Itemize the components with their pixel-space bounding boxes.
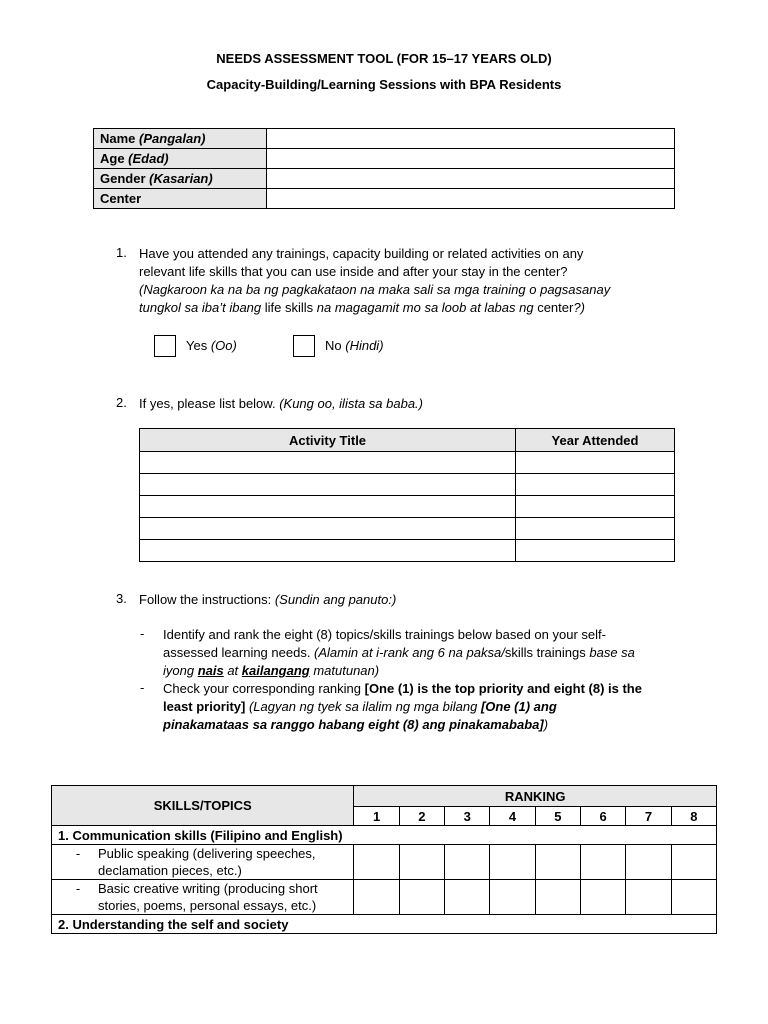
form-subtitle: Capacity-Building/Learning Sessions with BPA Residents <box>206 77 562 92</box>
bullet-dash: - <box>140 680 145 695</box>
year-attended-cell[interactable] <box>516 518 675 540</box>
age-field[interactable] <box>267 149 675 169</box>
name-label: Name (Pangalan) <box>94 129 267 149</box>
rank-number: 6 <box>580 807 625 826</box>
activity-title-cell[interactable] <box>140 540 516 562</box>
table-row <box>52 845 717 880</box>
yes-label: Yes (Oo) <box>186 338 237 353</box>
table-row <box>94 129 675 149</box>
table-row <box>140 496 675 518</box>
rank-cell[interactable] <box>354 880 399 915</box>
table-row <box>140 474 675 496</box>
rank-number: 4 <box>490 807 535 826</box>
activity-table <box>139 428 675 562</box>
year-attended-cell[interactable] <box>516 496 675 518</box>
rank-cell[interactable] <box>626 880 671 915</box>
table-row <box>94 189 675 209</box>
no-label: No (Hindi) <box>325 338 384 353</box>
skills-topics-header: SKILLS/TOPICS <box>52 786 354 826</box>
question-1-line: relevant life skills that you can use inside and after your stay in the center? <box>139 264 568 279</box>
question-2-number: 2. <box>116 395 127 410</box>
instruction-line: assessed learning needs. (Alamin at i-rank ang 6 na paksa/skills trainings base sa <box>163 645 635 660</box>
rank-cell[interactable] <box>399 880 444 915</box>
rank-cell[interactable] <box>445 845 490 880</box>
activity-title-cell[interactable] <box>140 496 516 518</box>
rank-cell[interactable] <box>445 880 490 915</box>
bullet-dash: - <box>75 881 81 896</box>
question-1-tagalog: (Nagkaroon ka na ba ng pagkakataon na maka sali sa mga training o pagsasanay <box>139 282 611 297</box>
instruction-2 <box>163 680 674 734</box>
rank-number: 5 <box>535 807 580 826</box>
rank-number: 2 <box>399 807 444 826</box>
bullet-dash: - <box>75 846 81 861</box>
rank-number: 7 <box>626 807 671 826</box>
year-attended-cell[interactable] <box>516 452 675 474</box>
activity-title-header: Activity Title <box>140 429 516 452</box>
question-3-number: 3. <box>116 591 127 606</box>
instruction-line: Identify and rank the eight (8) topics/skills trainings below based on your self- <box>163 627 606 642</box>
rank-cell[interactable] <box>490 880 535 915</box>
question-1-line: Have you attended any trainings, capacity building or related activities on any <box>139 246 584 261</box>
age-label: Age (Edad) <box>94 149 267 169</box>
year-attended-header: Year Attended <box>516 429 675 452</box>
rank-cell[interactable] <box>354 845 399 880</box>
year-attended-cell[interactable] <box>516 474 675 496</box>
no-checkbox[interactable] <box>293 335 315 357</box>
table-row <box>94 149 675 169</box>
question-1-text <box>139 245 699 317</box>
instruction-line: iyong nais at kailangang matutunan) <box>163 663 380 678</box>
activity-title-cell[interactable] <box>140 452 516 474</box>
name-field[interactable] <box>267 129 675 149</box>
instruction-line: pinakamataas sa ranggo habang eight (8) ang pinakamababa]) <box>163 717 549 732</box>
rank-cell[interactable] <box>626 845 671 880</box>
bullet-dash: - <box>140 626 145 641</box>
question-1-number: 1. <box>116 245 127 260</box>
rank-cell[interactable] <box>671 880 716 915</box>
rank-cell[interactable] <box>399 845 444 880</box>
rank-cell[interactable] <box>580 880 625 915</box>
skills-ranking-table <box>51 785 717 934</box>
rank-cell[interactable] <box>580 845 625 880</box>
question-2-text: If yes, please list below. (Kung oo, ilista sa baba.) <box>139 396 423 411</box>
activity-title-cell[interactable] <box>140 518 516 540</box>
question-1-tagalog: tungkol sa iba’t ibang life skills na magagamit mo sa loob at labas ng center?) <box>139 300 585 315</box>
center-label: Center <box>94 189 267 209</box>
table-row <box>140 452 675 474</box>
category-communication: 1. Communication skills (Filipino and English) <box>52 826 717 845</box>
activity-title-cell[interactable] <box>140 474 516 496</box>
table-header-row <box>52 786 717 807</box>
instruction-1 <box>163 626 674 680</box>
ranking-header: RANKING <box>354 786 717 807</box>
gender-field[interactable] <box>267 169 675 189</box>
table-row <box>140 540 675 562</box>
table-header-row <box>140 429 675 452</box>
rank-number: 3 <box>445 807 490 826</box>
category-row <box>52 826 717 845</box>
skill-public-speaking: - Public speaking (delivering speeches, declamation pieces, etc.) <box>52 845 354 880</box>
rank-cell[interactable] <box>671 845 716 880</box>
rank-number: 1 <box>354 807 399 826</box>
table-row <box>94 169 675 189</box>
year-attended-cell[interactable] <box>516 540 675 562</box>
table-row <box>140 518 675 540</box>
yes-checkbox[interactable] <box>154 335 176 357</box>
question-3-text: Follow the instructions: (Sundin ang panuto:) <box>139 592 397 607</box>
form-title: NEEDS ASSESSMENT TOOL (FOR 15–17 YEARS OLD) <box>216 51 552 66</box>
rank-cell[interactable] <box>535 880 580 915</box>
rank-number: 8 <box>671 807 716 826</box>
rank-cell[interactable] <box>490 845 535 880</box>
instruction-line: least priority] (Lagyan ng tyek sa ilalim ng mga bilang [One (1) ang <box>163 699 557 714</box>
rank-cell[interactable] <box>535 845 580 880</box>
category-row <box>52 915 717 934</box>
center-field[interactable] <box>267 189 675 209</box>
skill-creative-writing: - Basic creative writing (producing short stories, poems, personal essays, etc.) <box>52 880 354 915</box>
gender-label: Gender (Kasarian) <box>94 169 267 189</box>
table-row <box>52 880 717 915</box>
category-self-society: 2. Understanding the self and society <box>52 915 717 934</box>
personal-info-table <box>93 128 675 209</box>
instruction-line: Check your corresponding ranking [One (1) is the top priority and eight (8) is the <box>163 681 642 696</box>
